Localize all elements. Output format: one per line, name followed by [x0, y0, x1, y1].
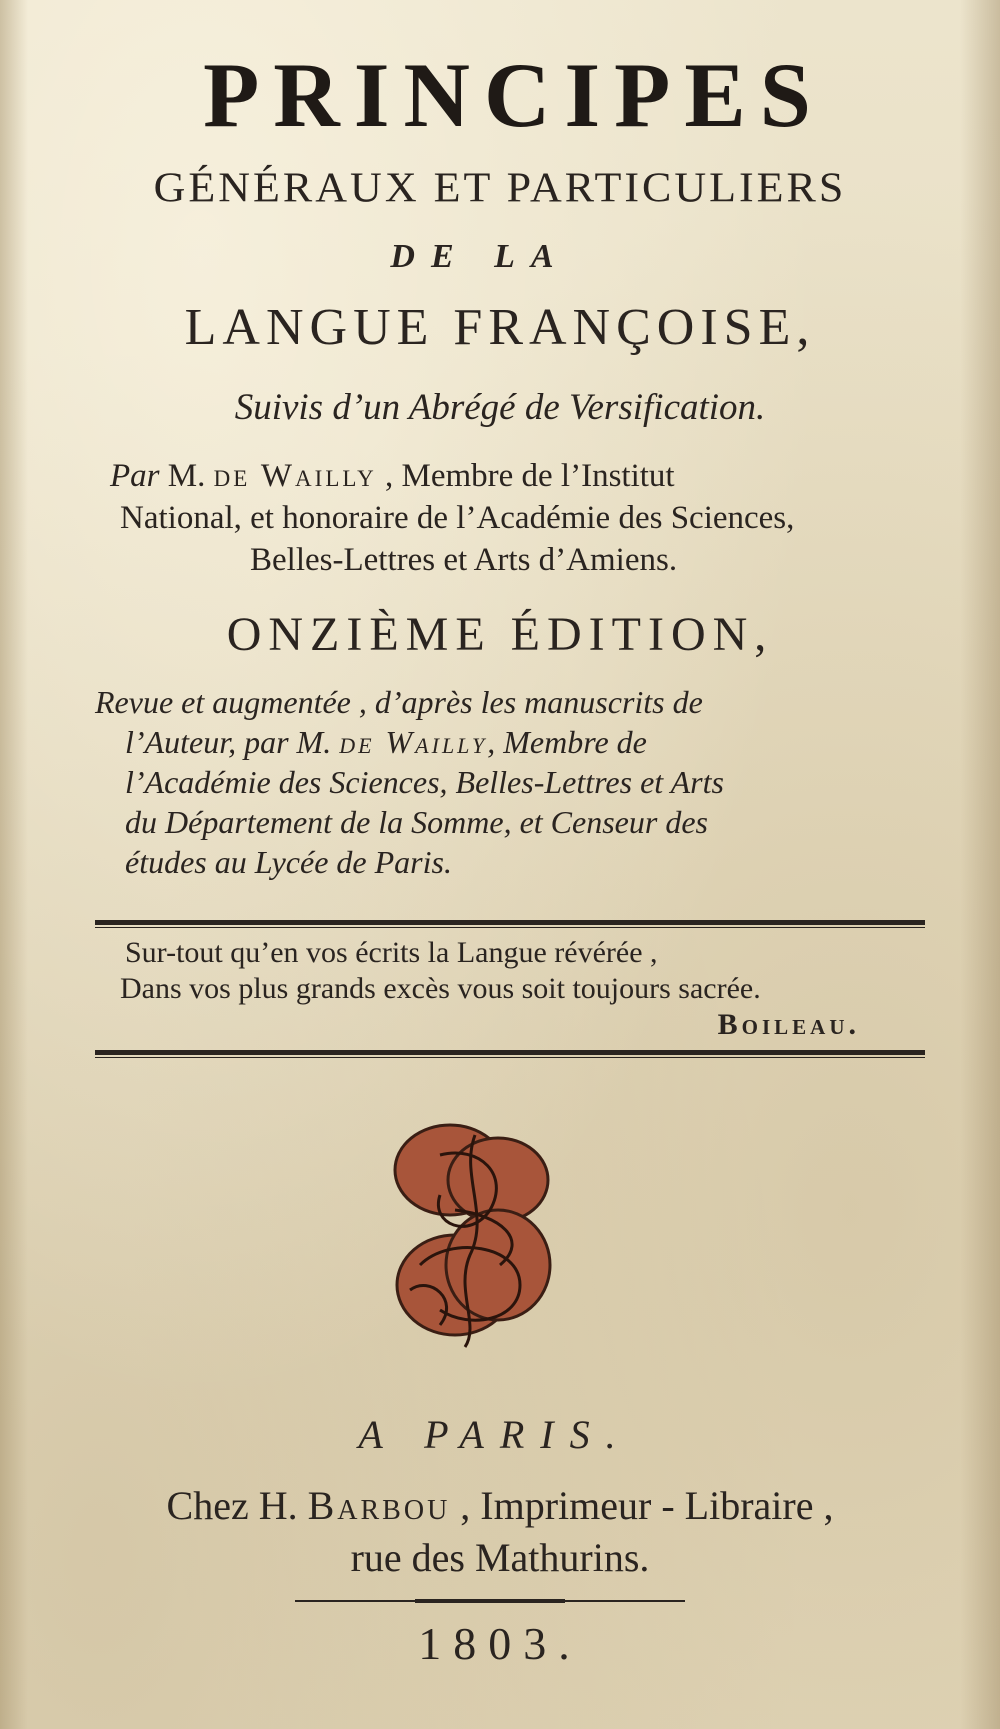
edition: ONZIÈME ÉDITION, [226, 608, 774, 661]
publisher-name: Barbou [307, 1483, 451, 1528]
revision-line-2-a: l’Auteur, par M. [125, 724, 332, 760]
subtitle: Suivis d’un Abrégé de Versification. [234, 387, 766, 428]
place: A PARIS. [358, 1412, 632, 1457]
revision-line-4: du Département de la Somme, et Censeur des [125, 804, 708, 840]
year-rule [295, 1600, 685, 1602]
year: 1803. [418, 1618, 582, 1669]
publisher-line-1 [0, 1480, 1000, 1532]
revision-name: de Wailly [339, 724, 488, 760]
title-line-langue: LANGUE FRANÇOISE, [184, 299, 816, 356]
epigraph-line-1: Sur-tout qu’en vos écrits la Langue révérée , [125, 936, 658, 969]
title-line-de-la: DE LA [390, 238, 570, 275]
author-line-3: Belles-Lettres et Arts d’Amiens. [250, 542, 678, 578]
revision-line-2 [125, 722, 975, 762]
publisher-address: rue des Mathurins. [350, 1535, 650, 1580]
author-affiliation: , Membre de l’Institut [384, 458, 675, 494]
publisher-trade: , Imprimeur - Libraire , [460, 1483, 834, 1528]
author-line-2: National, et honoraire de l’Académie des Sciences, [120, 500, 795, 536]
epigraph-rule-top [95, 920, 925, 928]
revision-line-2-b: , Membre de [487, 724, 647, 760]
revision-line-1: Revue et augmentée , d’après les manuscrits de [95, 684, 703, 720]
revision-line-3: l’Académie des Sciences, Belles-Lettres et Arts [125, 764, 724, 800]
epigraph-line-2: Dans vos plus grands excès vous soit toujours sacrée. [120, 972, 761, 1005]
revision-line-5: études au Lycée de Paris. [125, 844, 452, 880]
author-name: de Wailly [213, 458, 377, 494]
epigraph-attribution: Boileau. [717, 1008, 860, 1041]
title-main: PRINCIPES [203, 44, 825, 146]
author-m: M. [167, 458, 206, 494]
title-line-generaux: GÉNÉRAUX ET PARTICULIERS [153, 164, 847, 211]
author-line-1 [110, 455, 950, 497]
author-par: Par [110, 458, 160, 494]
publisher-chez: Chez H. [166, 1483, 298, 1528]
epigraph-rule-bottom [95, 1050, 925, 1058]
monogram-cipher-icon [380, 1115, 560, 1355]
